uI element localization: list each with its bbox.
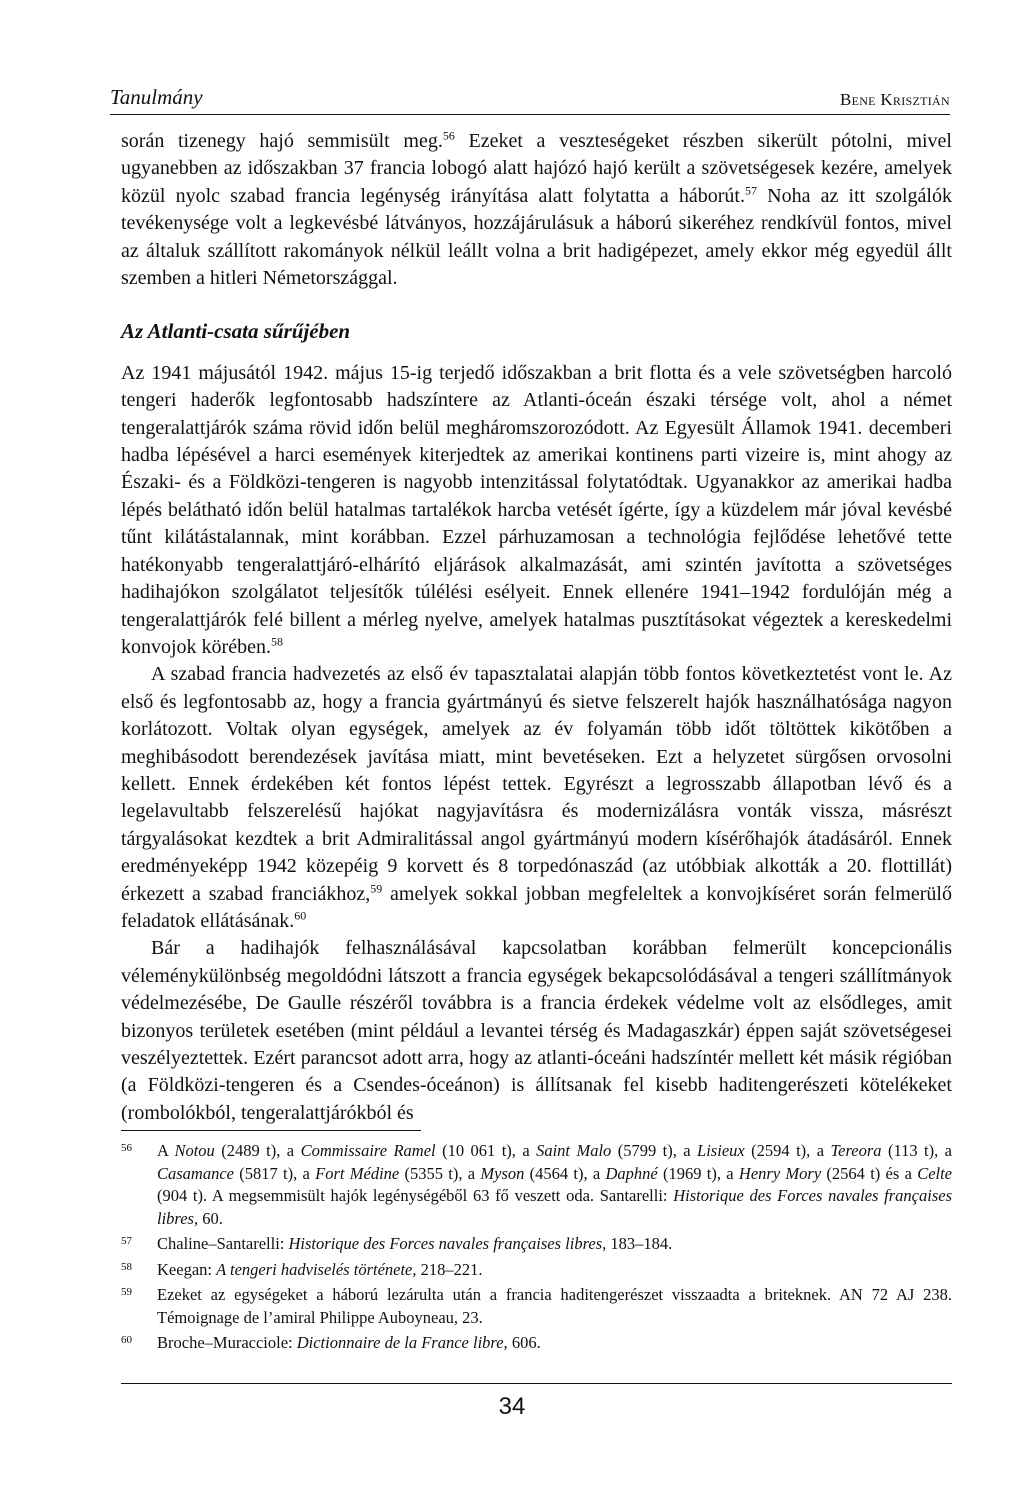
footnote-number: 57 <box>121 1235 132 1247</box>
footnote-ref-60[interactable]: 60 <box>294 908 307 923</box>
paragraph-4 <box>121 935 952 1127</box>
text-run: Noha az itt szolgálók tevékenysége volt a legkevésbé látványos, hozzájárulásuk a háború sikeréhez rendkívül fontos, mivel az általuk szállított rakományok nélkül leállt volna a brit hadigépezet, amely ekkor még egyedül állt szemben a hitleri Németországgal. <box>121 184 952 290</box>
page-number: 34 <box>498 1393 526 1420</box>
text-run: (1969 t), a <box>657 1163 739 1183</box>
text-run: során tizenegy hajó semmisült meg. <box>121 130 443 152</box>
book-title: Historique des Forces navales françaises libres, <box>288 1234 607 1253</box>
ship-name: Fort Médine <box>315 1163 400 1183</box>
footnote-number: 56 <box>121 1142 132 1154</box>
footnote-ref-59[interactable]: 59 <box>370 880 383 895</box>
footnote-60 <box>121 1332 952 1355</box>
ship-name: Notou <box>174 1141 215 1160</box>
text-run: (5817 t), a <box>234 1163 316 1183</box>
text-run: (4564 t), a <box>524 1163 606 1183</box>
footnote-ref-58[interactable]: 58 <box>270 634 283 649</box>
text-run: (113 t), a <box>881 1141 952 1160</box>
text-run: A <box>157 1141 175 1160</box>
text-run: Ezeket a veszteségeket részben sikerült pótolni, mivel ugyanebben az időszakban 37 francia lobogó alatt hajózó hajó került a szövetségesek kezére, amelyek közül nyolc szabad francia legénység irányítása alatt folytatta a háborút. <box>121 130 952 207</box>
text-run: Broche–Muracciole: <box>157 1333 297 1352</box>
text-run: 218–221. <box>416 1259 483 1279</box>
ship-name: Henry Mory <box>738 1163 822 1183</box>
ship-name: Saint Malo <box>536 1141 612 1160</box>
paragraph-1 <box>121 128 952 292</box>
header-author: Bene Krisztián <box>839 90 950 109</box>
text-run: A szabad francia hadvezetés az első év tapasztalatai alapján több fontos következtetést vont le. Az első és legfontosabb az, hogy a francia gyártmányú és sietve felszerelt hajók használhatósága nagyon korlátozott. Voltak olyan egységek, amelyek az év folyamán több időt töltöttek kikötőben a meghibásodott berendezések javítása miatt, mint bevetéseken. Ezt a helyzetet sürgősen orvosolni kellett. Ennek érdekében két fontos lépést tettek. Egyrészt a legrosszabb állapotban lévő és a legelavultabb felszerelésű hajókat nagyjavításra és modernizálásra vonták vissza, másrészt tárgyalásokat kezdtek a brit Admiralitással angol gyártmányú modern kísérőhajók átadásáról. Ennek eredményeképp 1942 közepéig 9 korvett és 8 torpedónaszád (az utóbbiak alkották a 20. flottillát) érkezett a szabad franciákhoz, <box>121 663 952 905</box>
book-title: Historique des Forces navales françaises libres, <box>157 1186 952 1228</box>
text-run: Bár a hadihajók felhasználásával kapcsolatban korábban felmerült koncepcionális véleménykülönbség megoldódni látszott a francia egységek bekapcsolódásával a tengeri szállítmányok védelmezésébe, De Gaulle részéről továbbra is a francia érdekek védelme volt az elsődleges, amit bizonyos területek esetében (mint például a levantei térség és Madagaszkár) éppen saját szövetségesei veszélyeztettek. Ezért parancsot adott arra, hogy az atlanti-óceáni hadszíntér mellett két másik régióban (a Földközi-tengeren és a Csendes-óceánon) is állítsanak fel kisebb haditengerészeti kötelékeket (rombolókból, tengeralattjárókból és <box>121 937 952 1124</box>
footnote-ref-57[interactable]: 57 <box>744 183 757 198</box>
header-section-label: Tanulmány <box>110 85 203 109</box>
text-run: Keegan: <box>157 1259 217 1279</box>
text-run: 183–184. <box>606 1234 673 1253</box>
footnote-separator <box>121 1130 421 1131</box>
footnote-57 <box>121 1233 952 1256</box>
text-run: (5799 t), a <box>611 1141 698 1160</box>
footnote-number: 60 <box>121 1334 132 1346</box>
text-run: Az 1941 májusától 1942. május 15-ig terjedő időszakban a brit flotta és a vele szövetségben harcoló tengeri haderők legfontosabb hadszíntere az Atlanti-óceán északi térsége volt, ahol a német tengeralattjárók száma rövid időn belül megháromszorozódott. Az Egyesült Államok 1941. decemberi hadba lépésével a harci események kiterjedtek az amerikai kontinens parti vizeire is, mint ahogy az Északi- és a Földközi-tengeren is nagyobb intenzitással folytatódtak. Ugyanakkor az amerikai hadba lépés belátható időn belül hatalmas tartalékok harcba vetését ígérte, így a küzdelem már jóval kevésbé tűnt kilátástalannak, mint korábban. Ezzel párhuzamosan a technológia fejlődése lehetővé tette hatékonyabb tengeralattjáró-elhárító eljárások alkalmazását, ami szintén javította a szövetséges hadihajókon szolgálatot teljesítők túlélési esélyeit. Ennek ellenére 1941–1942 fordulóján még a tengeralattjárók felé billent a mérleg nyelve, amelyek hatalmas pusztításokat végeztek a kereskedelmi konvojok körében. <box>121 361 952 658</box>
footer-rule <box>121 1383 952 1384</box>
ship-name: Tereora <box>830 1141 882 1160</box>
ship-name: Casamance <box>157 1163 234 1183</box>
text-run: amelyek sokkal jobban megfeleltek a konvojkíséret során felmerülő feladatok ellátásának. <box>121 882 952 932</box>
text-run: (10 061 t), a <box>435 1141 537 1160</box>
text-run: (2594 t), a <box>744 1141 831 1160</box>
text-run: (904 t). A megsemmisült hajók legénységéből 63 fő veszett oda. Santarelli: <box>157 1186 674 1205</box>
text-run: Chaline–Santarelli: <box>157 1234 289 1253</box>
ship-name: Celte <box>917 1163 953 1183</box>
footnote-59 <box>121 1284 952 1329</box>
footnotes <box>121 1140 952 1358</box>
ship-name: Lisieux <box>697 1141 745 1160</box>
text-run: 60. <box>198 1208 223 1228</box>
text-run: 606. <box>507 1333 541 1352</box>
footnote-56 <box>121 1140 952 1230</box>
ship-name: Daphné <box>605 1163 658 1183</box>
ship-name: Commissaire Ramel <box>300 1141 436 1160</box>
text-run: Ezeket az egységeket a háború lezárulta után a francia haditengerészet visszaadta a briteknek. AN 72 AJ 238. Témoignage de l’amiral Philippe Auboyneau, 23. <box>157 1285 952 1327</box>
text-run: (2564 t) és a <box>821 1163 918 1183</box>
footnote-ref-56[interactable]: 56 <box>442 128 455 143</box>
footnote-58 <box>121 1259 952 1282</box>
footnote-number: 59 <box>121 1286 132 1298</box>
paragraph-3 <box>121 661 952 935</box>
footnote-number: 58 <box>121 1260 132 1273</box>
book-title: A tengeri hadviselés története, <box>216 1259 417 1279</box>
ship-name: Myson <box>480 1163 525 1183</box>
main-text <box>121 128 952 1127</box>
section-heading: Az Atlanti-csata sűrűjében <box>121 319 351 344</box>
text-run: (5355 t), a <box>399 1163 481 1183</box>
running-header <box>110 84 950 115</box>
book-title: Dictionnaire de la France libre, <box>296 1333 508 1352</box>
paragraph-2 <box>121 360 952 661</box>
text-run: (2489 t), a <box>214 1141 301 1160</box>
